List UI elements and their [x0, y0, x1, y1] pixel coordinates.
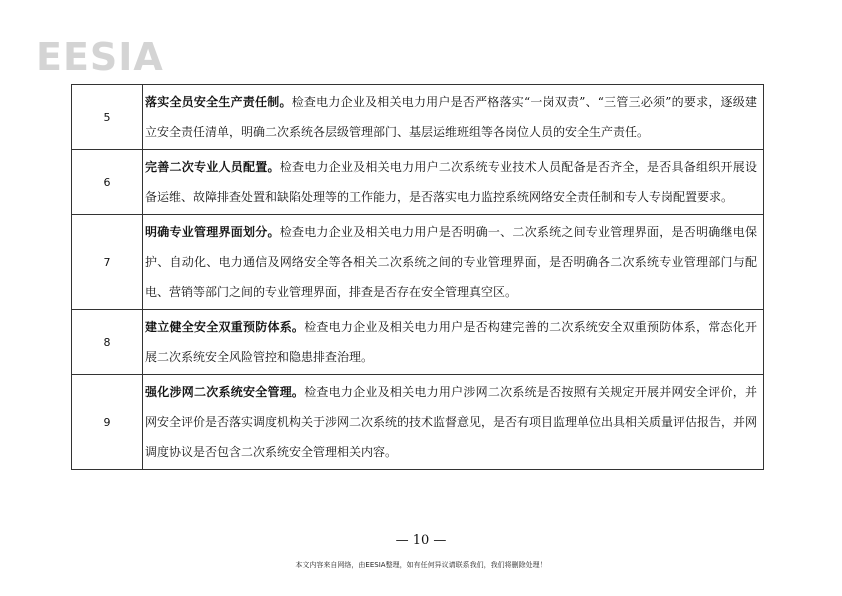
row-description	[143, 85, 764, 150]
row-lead: 落实全员安全生产责任制。	[145, 95, 292, 109]
table-row	[72, 215, 764, 310]
row-number: 8	[72, 310, 143, 375]
table-row	[72, 85, 764, 150]
row-description	[143, 310, 764, 375]
row-text: 检查电力企业及相关电力用户涉网二次系统是否按照有关规定开展并网安全评价，并网安全评价是否落实调度机构关于涉网二次系统的技术监督意见，是否有项目监理单位出具相关质量评估报告，并网调度协议是否包含二次系统安全管理相关内容。	[145, 385, 758, 459]
table-row	[72, 375, 764, 470]
row-number: 9	[72, 375, 143, 470]
row-text: 检查电力企业及相关电力用户二次系统专业技术人员配备是否齐全，是否具备组织开展设备运维、故障排查处置和缺陷处理等的工作能力，是否落实电力监控系统网络安全责任制和专人专岗配置要求。	[145, 160, 757, 204]
page-number: — 10 —	[395, 533, 447, 548]
row-lead: 完善二次专业人员配置。	[145, 160, 280, 174]
row-text: 检查电力企业及相关电力用户是否明确一、二次系统之间专业管理界面，是否明确继电保护、自动化、电力通信及网络安全等各相关二次系统之间的专业管理界面，是否明确各二次系统专业管理部门与配电、营销等部门之间的专业管理界面，排查是否存在安全管理真空区。	[145, 225, 757, 299]
row-text: 检查电力企业及相关电力用户是否构建完善的二次系统安全双重预防体系，常态化开展二次系统安全风险管控和隐患排查治理。	[145, 320, 757, 364]
row-number: 7	[72, 215, 143, 310]
row-lead: 强化涉网二次系统安全管理。	[145, 385, 305, 399]
table-row	[72, 150, 764, 215]
row-lead: 明确专业管理界面划分。	[145, 225, 280, 239]
row-text: 检查电力企业及相关电力用户是否严格落实“一岗双责”、“三管三必须”的要求，逐级建立安全责任清单，明确二次系统各层级管理部门、基层运维班组等各岗位人员的安全生产责任。	[145, 95, 757, 139]
eesia-logo: EESIA	[36, 35, 164, 79]
table-row	[72, 310, 764, 375]
items-table	[71, 84, 764, 470]
footer-note: 本文内容来自网络，由EESIA整理，如有任何异议请联系我们，我们将删除处理！	[295, 561, 547, 569]
row-description	[143, 150, 764, 215]
row-number: 5	[72, 85, 143, 150]
row-number: 6	[72, 150, 143, 215]
row-lead: 建立健全安全双重预防体系。	[145, 320, 305, 334]
row-description	[143, 375, 764, 470]
row-description	[143, 215, 764, 310]
